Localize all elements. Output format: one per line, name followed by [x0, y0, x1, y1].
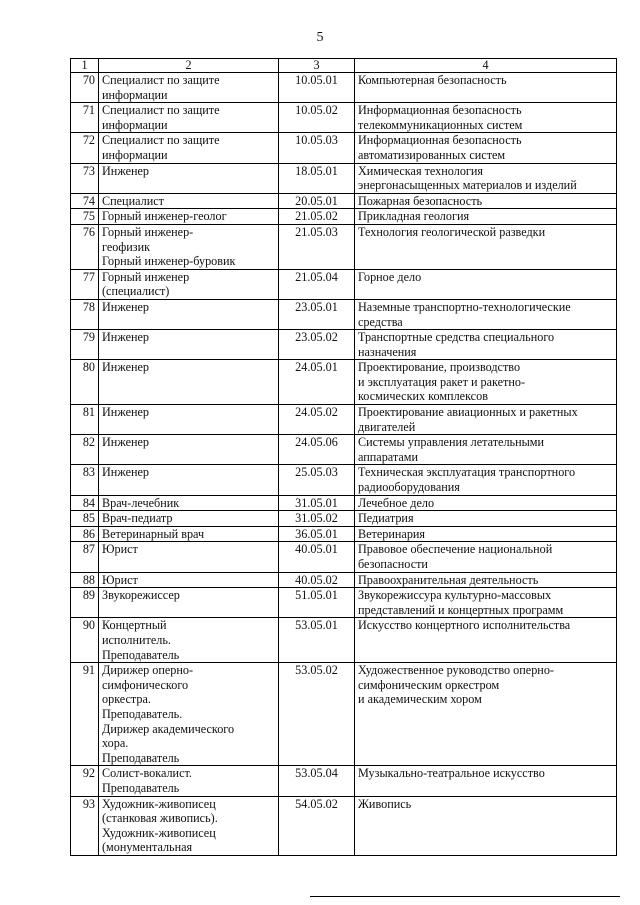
table-row: [71, 663, 617, 766]
row-number: 91: [71, 663, 99, 766]
qualification-cell: Дирижер оперно- симфонического оркестра. Преподаватель. Дирижер академического хора. Преподаватель: [99, 663, 279, 766]
table-body: [71, 73, 617, 856]
specialty-cell: Живопись: [355, 796, 617, 855]
qualification-cell: Специалист по защите информации: [99, 103, 279, 133]
specialty-cell: Педиатрия: [355, 511, 617, 527]
row-number: 81: [71, 405, 99, 435]
specialty-cell: Проектирование, производство и эксплуатация ракет и ракетно- космических комплексов: [355, 360, 617, 405]
column-header-4: 4: [355, 59, 617, 73]
row-number: 82: [71, 435, 99, 465]
table-row: [71, 588, 617, 618]
code-cell: 10.05.03: [279, 133, 355, 163]
row-number: 86: [71, 526, 99, 542]
row-number: 83: [71, 465, 99, 495]
specialty-cell: Искусство концертного исполнительства: [355, 618, 617, 663]
specialty-cell: Ветеринария: [355, 526, 617, 542]
code-cell: 23.05.02: [279, 330, 355, 360]
code-cell: 18.05.01: [279, 163, 355, 193]
page-number: 5: [316, 30, 324, 45]
code-cell: 51.05.01: [279, 588, 355, 618]
code-cell: 53.05.01: [279, 618, 355, 663]
qualification-cell: Специалист: [99, 193, 279, 209]
specialty-cell: Системы управления летательными аппаратами: [355, 435, 617, 465]
table-row: [71, 224, 617, 269]
table-row: [71, 73, 617, 103]
table-row: [71, 618, 617, 663]
qualification-cell: Врач-педиатр: [99, 511, 279, 527]
code-cell: 24.05.02: [279, 405, 355, 435]
code-cell: 31.05.02: [279, 511, 355, 527]
row-number: 72: [71, 133, 99, 163]
table-row: [71, 360, 617, 405]
specialty-cell: Техническая эксплуатация транспортного радиооборудования: [355, 465, 617, 495]
code-cell: 54.05.02: [279, 796, 355, 855]
qualification-cell: Инженер: [99, 163, 279, 193]
qualification-cell: Солист-вокалист. Преподаватель: [99, 766, 279, 796]
row-number: 79: [71, 330, 99, 360]
specialty-cell: Правоохранительная деятельность: [355, 572, 617, 588]
specialty-cell: Химическая технология энергонасыщенных материалов и изделий: [355, 163, 617, 193]
code-cell: 40.05.02: [279, 572, 355, 588]
row-number: 75: [71, 209, 99, 225]
table-row: [71, 766, 617, 796]
table-row: [71, 133, 617, 163]
qualification-cell: Врач-лечебник: [99, 495, 279, 511]
specialty-cell: Лечебное дело: [355, 495, 617, 511]
specialty-cell: Горное дело: [355, 269, 617, 299]
table-row: [71, 542, 617, 572]
table-row: [71, 299, 617, 329]
code-cell: 25.05.03: [279, 465, 355, 495]
code-cell: 21.05.03: [279, 224, 355, 269]
code-cell: 24.05.01: [279, 360, 355, 405]
qualification-cell: Горный инженер (специалист): [99, 269, 279, 299]
code-cell: 20.05.01: [279, 193, 355, 209]
table-row: [71, 163, 617, 193]
row-number: 92: [71, 766, 99, 796]
specialty-cell: Правовое обеспечение национальной безопасности: [355, 542, 617, 572]
qualification-cell: Ветеринарный врач: [99, 526, 279, 542]
table-row: [71, 209, 617, 225]
code-cell: 23.05.01: [279, 299, 355, 329]
specialty-cell: Музыкально-театральное искусство: [355, 766, 617, 796]
column-header-2: 2: [99, 59, 279, 73]
specialties-table: [70, 58, 617, 856]
row-number: 74: [71, 193, 99, 209]
qualification-cell: Горный инженер-геолог: [99, 209, 279, 225]
table-row: [71, 465, 617, 495]
row-number: 89: [71, 588, 99, 618]
row-number: 87: [71, 542, 99, 572]
qualification-cell: Специалист по защите информации: [99, 73, 279, 103]
code-cell: 21.05.04: [279, 269, 355, 299]
qualification-cell: Инженер: [99, 465, 279, 495]
row-number: 93: [71, 796, 99, 855]
code-cell: 53.05.04: [279, 766, 355, 796]
specialty-cell: Компьютерная безопасность: [355, 73, 617, 103]
specialty-cell: Транспортные средства специального назначения: [355, 330, 617, 360]
qualification-cell: Юрист: [99, 542, 279, 572]
table-row: [71, 103, 617, 133]
qualification-cell: Горный инженер- геофизик Горный инженер-буровик: [99, 224, 279, 269]
table-row: [71, 511, 617, 527]
specialty-cell: Технология геологической разведки: [355, 224, 617, 269]
code-cell: 21.05.02: [279, 209, 355, 225]
code-cell: 53.05.02: [279, 663, 355, 766]
specialty-cell: Информационная безопасность телекоммуникационных систем: [355, 103, 617, 133]
footer-rule: [310, 896, 620, 897]
row-number: 90: [71, 618, 99, 663]
row-number: 85: [71, 511, 99, 527]
qualification-cell: Концертный исполнитель. Преподаватель: [99, 618, 279, 663]
table-row: [71, 435, 617, 465]
qualification-cell: Юрист: [99, 572, 279, 588]
specialty-cell: Художественное руководство оперно- симфоническим оркестром и академическим хором: [355, 663, 617, 766]
code-cell: 36.05.01: [279, 526, 355, 542]
qualification-cell: Звукорежиссер: [99, 588, 279, 618]
code-cell: 10.05.02: [279, 103, 355, 133]
specialty-cell: Проектирование авиационных и ракетных двигателей: [355, 405, 617, 435]
column-header-3: 3: [279, 59, 355, 73]
table-header-row: [71, 59, 617, 73]
row-number: 76: [71, 224, 99, 269]
qualification-cell: Инженер: [99, 405, 279, 435]
qualification-cell: Инженер: [99, 360, 279, 405]
specialty-cell: Наземные транспортно-технологические средства: [355, 299, 617, 329]
table-row: [71, 193, 617, 209]
qualification-cell: Инженер: [99, 299, 279, 329]
qualification-cell: Инженер: [99, 330, 279, 360]
specialty-cell: Пожарная безопасность: [355, 193, 617, 209]
code-cell: 40.05.01: [279, 542, 355, 572]
table-row: [71, 495, 617, 511]
row-number: 80: [71, 360, 99, 405]
specialty-cell: Прикладная геология: [355, 209, 617, 225]
specialty-cell: Звукорежиссура культурно-массовых представлений и концертных программ: [355, 588, 617, 618]
column-header-1: 1: [71, 59, 99, 73]
row-number: 70: [71, 73, 99, 103]
row-number: 78: [71, 299, 99, 329]
qualification-cell: Инженер: [99, 435, 279, 465]
table-row: [71, 405, 617, 435]
table-row: [71, 330, 617, 360]
qualification-cell: Художник-живописец (станковая живопись). Художник-живописец (монументальная: [99, 796, 279, 855]
row-number: 71: [71, 103, 99, 133]
specialty-cell: Информационная безопасность автоматизированных систем: [355, 133, 617, 163]
code-cell: 24.05.06: [279, 435, 355, 465]
table-row: [71, 796, 617, 855]
table-row: [71, 269, 617, 299]
code-cell: 31.05.01: [279, 495, 355, 511]
table-row: [71, 526, 617, 542]
row-number: 73: [71, 163, 99, 193]
table-row: [71, 572, 617, 588]
row-number: 84: [71, 495, 99, 511]
qualification-cell: Специалист по защите информации: [99, 133, 279, 163]
row-number: 77: [71, 269, 99, 299]
code-cell: 10.05.01: [279, 73, 355, 103]
row-number: 88: [71, 572, 99, 588]
